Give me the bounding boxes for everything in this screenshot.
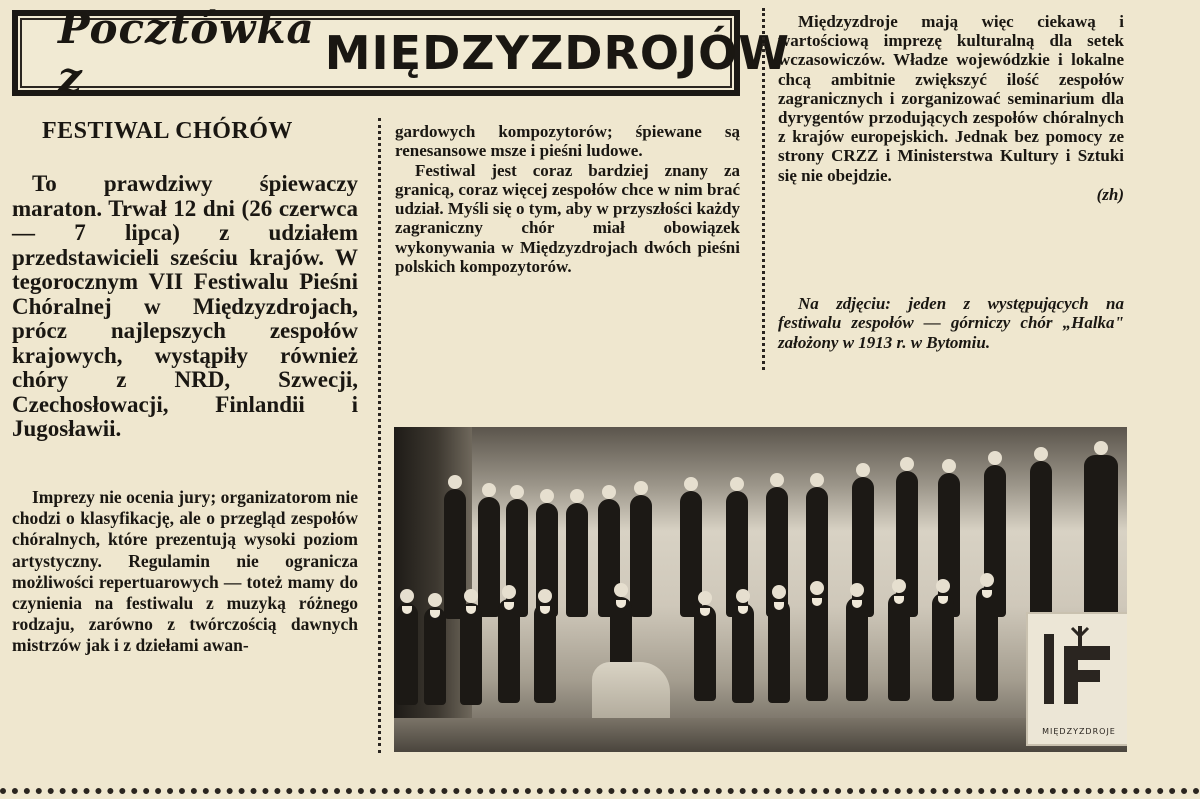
author-initials: (zh) [1096,184,1124,204]
body-paragraph-1: Imprezy nie ocenia jury; organizatorom nie chodzi o klasyfikację, ale o przegląd zespołów chóralnych, które prezentują wysoki poziom artystyczny. Regulamin nie ogranicza możliwości repertuarowych — toteż mamy do czynienia na festiwalu z muzyką różnego rodzaju, zarówno z twórczością dawnych mistrzów jak i z dziełami awan- [12,487,358,656]
title-box [12,4,790,102]
bottom-divider [0,788,1200,794]
choir-photo [394,427,1127,752]
column-3-paragraph: Międzyzdroje mają więc ciekawą i wartościową imprezę kulturalną dla setek wczasowiczów. Władze wojewódzkie i lokalne chcą ambitnie zwiększyć ilość zespołów zagranicznych i zorganizować seminarium dla dyrygentów przodujących zespołów chóralnych z krajów europejskich. Jednak bez pomocy ze strony CRZZ i Ministerstwa Kultury i Sztuki się nie obejdzie. [778,12,1124,185]
stage-floor [394,718,1127,752]
singer [846,597,868,701]
column-2-paragraph-2: Festiwal jest coraz bardziej znany za granicą, coraz więcej zespołów chce w nim brać udział. Myśli się o tym, aby w przyszłości każdy zagraniczny chór miał obowiązek wykonywania w Międzyzdrojach dwóch pieśni polskich kompozytorów. [395,160,740,277]
title-main: MIĘDZYZDROJÓW [324,26,790,80]
singer [768,599,790,703]
singer [460,603,482,705]
singer [534,603,556,703]
festival-logo-board [1026,612,1127,746]
singer [694,605,716,701]
singer [976,587,998,701]
festival-logo-icon [1044,626,1114,710]
column-divider-2 [762,8,765,370]
singer [888,593,910,701]
article-heading: FESTIWAL CHÓRÓW [42,118,293,144]
column-2 [395,122,740,276]
singer [732,603,754,703]
column-2-paragraph-1: gardowych kompozytorów; śpiewane są renesansowe msze i pieśni ludowe. [395,122,740,161]
column-1-lead [12,172,358,442]
title-script: Pocztówka z [58,4,315,102]
lead-paragraph: To prawdziwy śpiewaczy maraton. Trwał 12 dni (26 czerwca — 7 lipca) z udziałem przedstawicieli sześciu krajów. W tegorocznym VII Festiwalu Pieśni Chóralnej w Międzyzdrojach, prócz najlepszych zespołów krajowych, wystąpiły również chóry z NRD, Szwecji, Czechosłowacji, Finlandii i Jugosławii. [12,171,358,441]
singer [424,607,446,705]
front-row [394,427,1127,752]
singer [932,593,954,701]
column-1-body [12,487,358,657]
caption-text: Na zdjęciu: jeden z występujących na festiwalu zespołów — górniczy chór „Halka" założony w 1913 r. w Bytomiu. [778,294,1124,352]
singer [498,599,520,703]
column-3 [778,12,1124,204]
singer [396,603,418,705]
photo-caption [778,294,1124,352]
singer [806,595,828,701]
logo-caption: MIĘDZYZDROJE [1042,727,1116,736]
column-divider-1 [378,118,381,753]
